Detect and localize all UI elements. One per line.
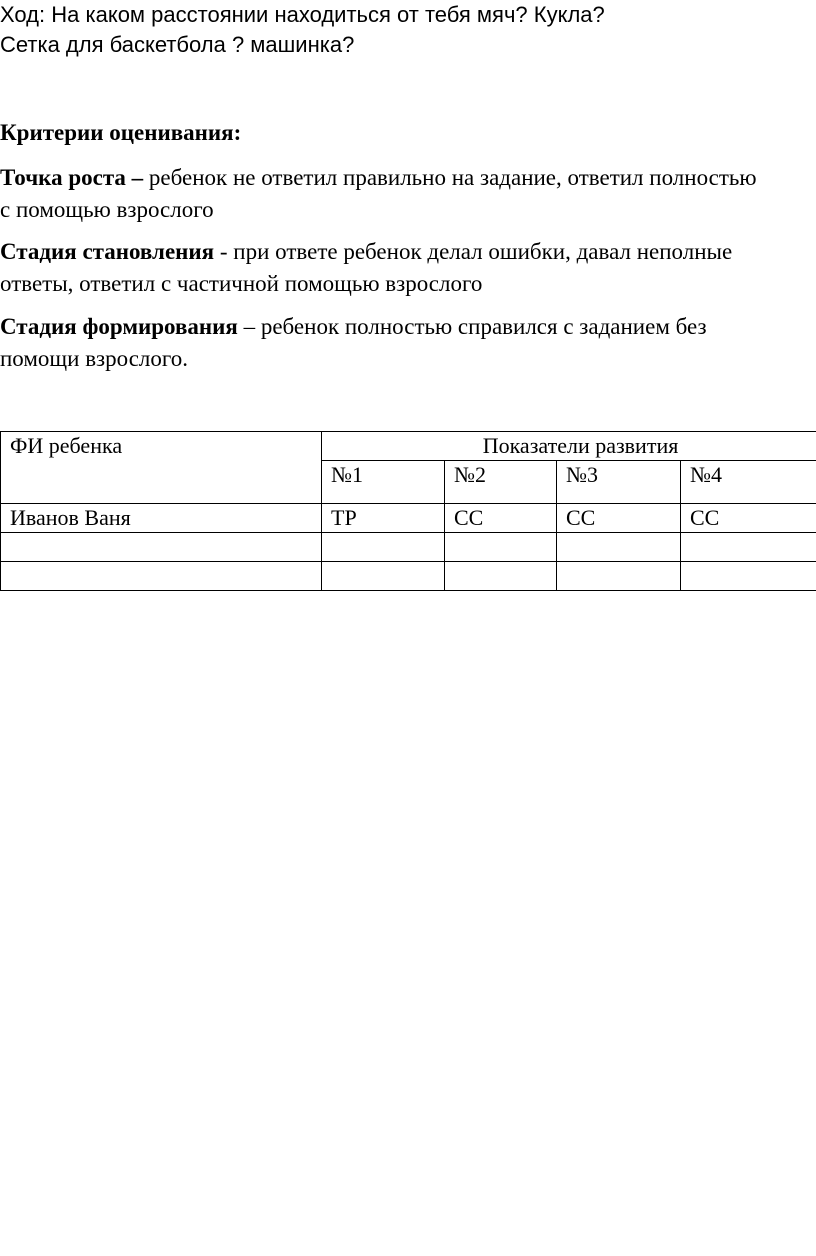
criterion-description-cont: с помощью взрослого — [0, 197, 214, 222]
indicator-cell — [445, 533, 557, 562]
indicator-header-4: №4 — [681, 461, 816, 504]
criteria-title: Критерии оценивания: — [0, 120, 242, 145]
indicator-cell — [557, 562, 681, 591]
criterion-description-cont: помощи взрослого. — [0, 346, 189, 371]
table-row — [1, 533, 816, 562]
indicators-group-header: Показатели развития — [322, 432, 816, 461]
results-table — [0, 431, 816, 591]
table-header-row — [1, 432, 816, 461]
indicator-header-1: №1 — [322, 461, 445, 504]
criterion-description: - при ответе ребенок делал ошибки, давал неполные — [214, 239, 733, 264]
indicator-header-3: №3 — [557, 461, 681, 504]
criterion-description: – ребенок полностью справился с заданием без — [237, 314, 707, 339]
table-row — [1, 562, 816, 591]
child-name-cell — [1, 533, 322, 562]
indicator-cell: СС — [681, 504, 816, 533]
name-column-header: ФИ ребенка — [1, 432, 322, 504]
task-line-1: Ход: На каком расстоянии находиться от тебя мяч? Кукла? — [0, 2, 605, 27]
criterion-formation-stage — [0, 236, 812, 300]
criterion-forming-stage — [0, 311, 812, 375]
criterion-growth-point — [0, 162, 812, 226]
indicator-cell — [322, 562, 445, 591]
criterion-term: Стадия формирования — [0, 314, 238, 339]
indicator-cell — [681, 533, 816, 562]
indicator-cell — [681, 562, 816, 591]
indicator-cell: СС — [445, 504, 557, 533]
criterion-term: Точка роста – — [0, 165, 144, 190]
indicator-cell — [445, 562, 557, 591]
indicator-cell: ТР — [322, 504, 445, 533]
indicator-cell — [557, 533, 681, 562]
table-row — [1, 504, 816, 533]
child-name-cell: Иванов Ваня — [1, 504, 322, 533]
task-description — [0, 0, 812, 60]
criterion-description: ребенок не ответил правильно на задание, ответил полностью — [143, 165, 757, 190]
indicator-cell — [322, 533, 445, 562]
criterion-description-cont: ответы, ответил с частичной помощью взрослого — [0, 271, 483, 296]
task-line-2: Сетка для баскетбола ? машинка? — [0, 32, 355, 57]
indicator-cell: СС — [557, 504, 681, 533]
indicator-header-2: №2 — [445, 461, 557, 504]
child-name-cell — [1, 562, 322, 591]
criterion-term: Стадия становления — [0, 239, 215, 264]
